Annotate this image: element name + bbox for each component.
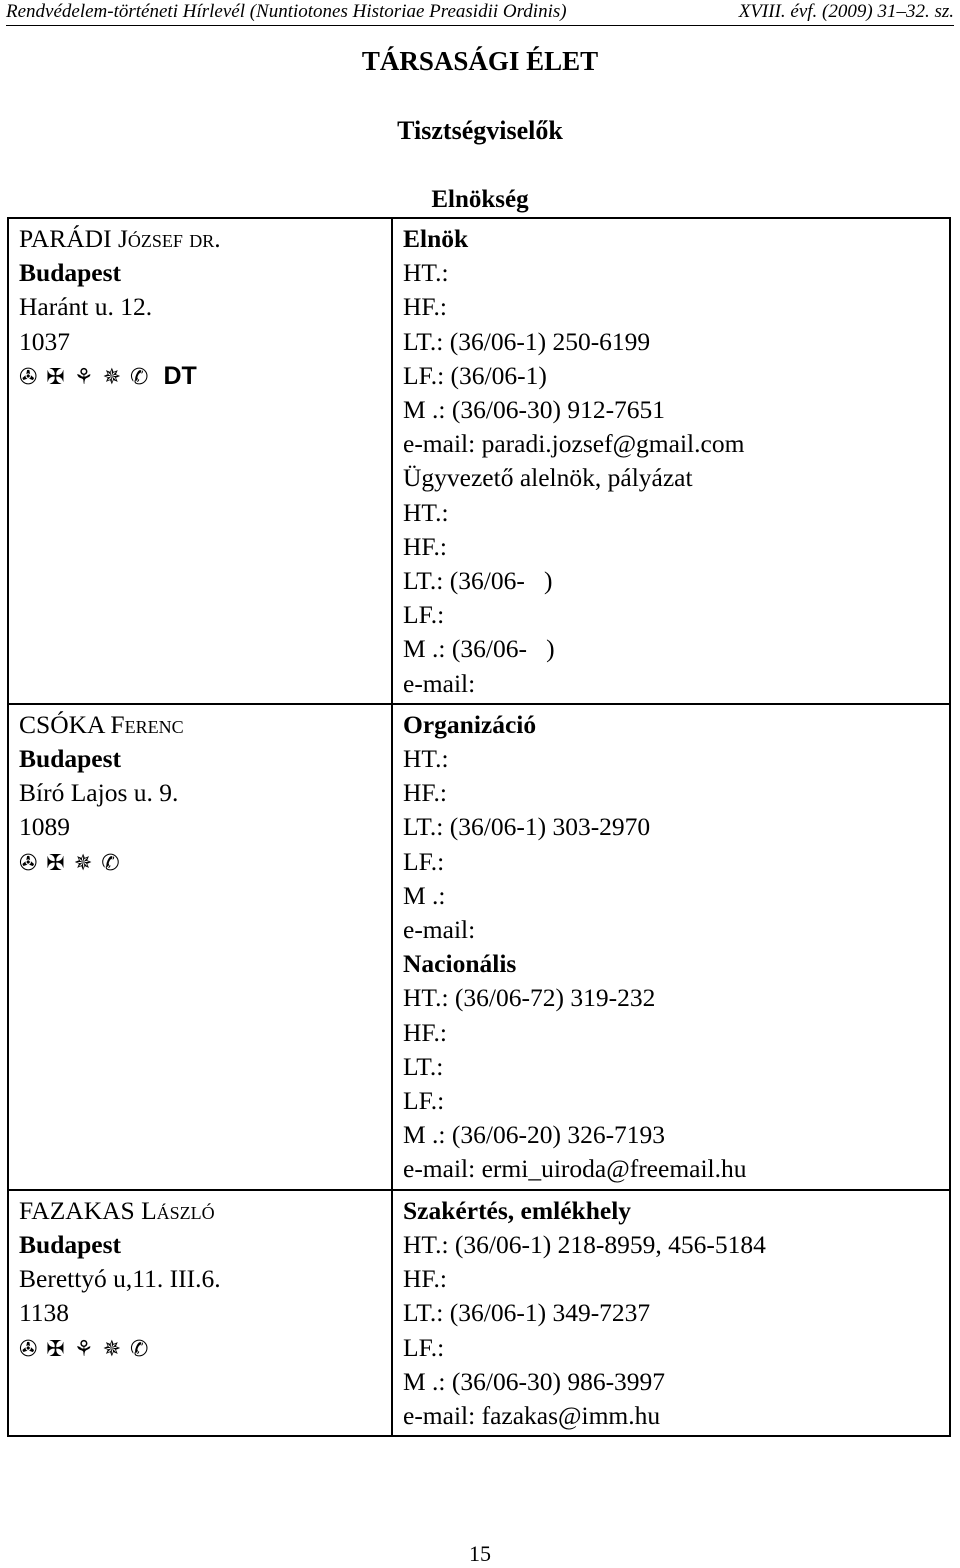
person-street: Haránt u. 12. [19, 292, 153, 322]
contact-line: M .: (36/06-20) 326-7193 [403, 1120, 666, 1150]
role-title: Organizáció [403, 709, 537, 739]
role-title: Nacionális [403, 949, 517, 979]
roles-cell [392, 704, 950, 1190]
contact-icons-line [19, 1331, 391, 1367]
contact-line: M .: (36/06- ) [403, 634, 555, 664]
officer-row [8, 218, 950, 704]
role-title: Szakértés, emlékhely [403, 1195, 632, 1225]
contact-icons-line [19, 359, 391, 395]
roles-cell [392, 1190, 950, 1436]
contact-line: M .: (36/06-30) 912-7651 [403, 395, 666, 425]
person-cell [8, 1190, 392, 1436]
contact-line: HT.: [403, 744, 449, 774]
person-cell [8, 704, 392, 1190]
contact-line: HF.: [403, 1017, 448, 1047]
contact-symbols-icon: ✇✠✵✆ [19, 850, 129, 876]
contact-line: LF.: [403, 846, 445, 876]
person-zip: 1089 [19, 812, 70, 842]
person-name: FAZAKAS László [19, 1195, 215, 1225]
contact-line: HT.: (36/06-1) 218-8959, 456-5184 [403, 1229, 766, 1259]
person-zip: 1138 [19, 1298, 70, 1328]
dt-marker: DT [163, 361, 197, 390]
person-city: Budapest [19, 1229, 122, 1259]
contact-symbols-icon: ✇✠⚘✵✆ [19, 364, 158, 390]
contact-line: M .: (36/06-30) 986-3997 [403, 1366, 666, 1396]
issue-info: XVIII. évf. (2009) 31–32. sz. [738, 1, 954, 22]
contact-line: LT.: (36/06-1) 303-2970 [403, 812, 651, 842]
contact-line: e-mail: [403, 668, 476, 698]
officer-row [8, 704, 950, 1190]
running-header [6, 0, 954, 26]
person-name: PARÁDI József dr. [19, 224, 221, 253]
person-street: Berettyó u,11. III.6. [19, 1264, 221, 1294]
contact-line: e-mail: ermi_uiroda@freemail.hu [403, 1154, 747, 1184]
subsection-title: Tisztségviselők [397, 116, 563, 145]
person-city: Budapest [19, 258, 122, 288]
contact-line: LF.: [403, 1086, 445, 1116]
contact-line: HF.: [403, 292, 448, 322]
person-name: CSÓKA Ferenc [19, 709, 184, 739]
page-number: 15 [469, 1541, 491, 1566]
contact-line: M .: [403, 880, 446, 910]
journal-title: Rendvédelem-történeti Hírlevél (Nuntiotones Historiae Preasidii Ordinis) [6, 1, 567, 22]
contact-line: LF.: [403, 1332, 445, 1362]
contact-symbols-icon: ✇✠⚘✵✆ [19, 1336, 158, 1362]
contact-line: HT.: [403, 497, 449, 527]
role-title: Ügyvezető alelnök, pályázat [403, 463, 693, 493]
contact-line: e-mail: paradi.jozsef@gmail.com [403, 429, 745, 459]
contact-line: e-mail: fazakas@imm.hu [403, 1400, 661, 1430]
contact-icons-line [19, 845, 391, 881]
contact-line: HT.: (36/06-72) 319-232 [403, 983, 656, 1013]
officers-table [7, 217, 951, 1437]
contact-line: LT.: [403, 1051, 444, 1081]
contact-line: LT.: (36/06- ) [403, 566, 553, 596]
officer-row [8, 1190, 950, 1436]
contact-line: HF.: [403, 531, 448, 561]
contact-line: HF.: [403, 778, 448, 808]
contact-line: LF.: [403, 600, 445, 630]
contact-line: LT.: (36/06-1) 349-7237 [403, 1298, 651, 1328]
contact-line: HT.: [403, 258, 449, 288]
contact-line: HF.: [403, 1264, 448, 1294]
roles-cell [392, 218, 950, 704]
contact-line: LT.: (36/06-1) 250-6199 [403, 326, 651, 356]
presidium-label: Elnökség [431, 186, 529, 213]
section-title: TÁRSASÁGI ÉLET [361, 46, 599, 76]
role-title: Elnök [403, 224, 469, 253]
contact-line: LF.: (36/06-1) [403, 360, 547, 390]
person-zip: 1037 [19, 326, 70, 356]
person-street: Bíró Lajos u. 9. [19, 778, 179, 808]
person-city: Budapest [19, 744, 122, 774]
person-cell [8, 218, 392, 704]
officers-table-body [8, 218, 950, 1436]
contact-line: e-mail: [403, 915, 476, 945]
